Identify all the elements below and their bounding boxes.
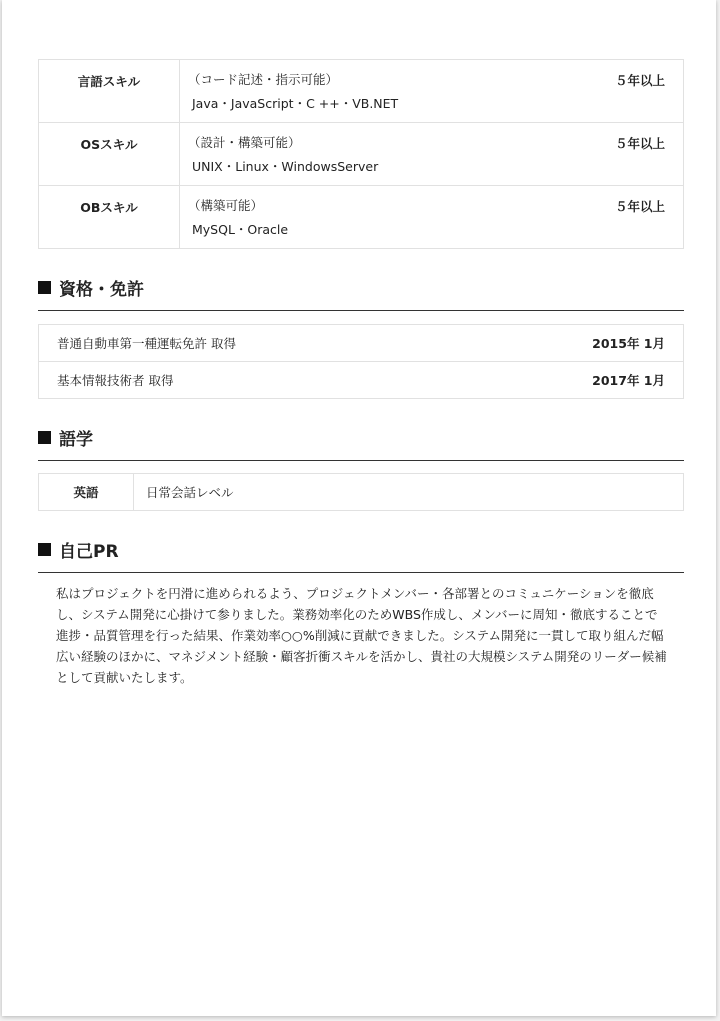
languages-heading — [38, 425, 684, 461]
skill-items: MySQL・Oracle — [192, 222, 289, 237]
skill-note: （構築可能） — [188, 198, 264, 213]
table-row — [39, 325, 684, 362]
square-bullet-icon — [38, 281, 51, 294]
table-row — [39, 60, 684, 123]
skill-label: OSスキル — [39, 123, 180, 186]
square-bullet-icon — [38, 543, 51, 556]
skill-label: 言語スキル — [39, 60, 180, 123]
skill-items: UNIX・Linux・WindowsServer — [192, 159, 379, 174]
square-bullet-icon — [38, 431, 51, 444]
qualification-date: 2015年 1月 — [517, 325, 684, 362]
qualifications-heading — [38, 275, 684, 311]
skill-note: （コード記述・指示可能） — [188, 72, 339, 87]
skill-items: Java・JavaScript・C ++・VB.NET — [192, 96, 399, 111]
table-row — [39, 123, 684, 186]
languages-table — [38, 473, 684, 511]
qualifications-heading-text: 資格・免許 — [59, 280, 144, 300]
qualification-name: 基本情報技術者 取得 — [39, 362, 518, 399]
skill-label: OBスキル — [39, 186, 180, 249]
skills-table — [38, 59, 684, 249]
language-name: 英語 — [39, 474, 134, 511]
self-pr-text: 私はプロジェクトを円滑に進められるよう、プロジェクトメンバー・各部署とのコミュニケーションを徹底し、システム開発に心掛けて参りました。業務効率化のためWBS作成し、メンバーに周知・徹底することで進捗・品質管理を行った結果、作業効率○○%削減に貢献できました。システム開発に一貫して取り組んだ幅広い経験のほかに、マネジメント経験・顧客折衝スキルを活かし、貴社の大規模システム開発のリーダー候補として貢献いたします。 — [56, 586, 667, 685]
qualifications-table — [38, 324, 684, 399]
table-row — [39, 362, 684, 399]
skill-years: ５年以上 — [614, 136, 665, 151]
resume-content — [38, 59, 684, 688]
skill-years: ５年以上 — [614, 73, 665, 88]
language-level: 日常会話レベル — [134, 474, 684, 511]
skill-detail — [180, 60, 684, 123]
skill-years: ５年以上 — [614, 199, 665, 214]
skill-detail — [180, 186, 684, 249]
self-pr-heading-text: 自己PR — [59, 542, 119, 562]
qualification-date: 2017年 1月 — [517, 362, 684, 399]
table-row — [39, 474, 684, 511]
languages-heading-text: 語学 — [59, 430, 93, 450]
skill-note: （設計・構築可能） — [188, 135, 301, 150]
table-row — [39, 186, 684, 249]
skill-detail — [180, 123, 684, 186]
self-pr-heading — [38, 537, 684, 573]
qualification-name: 普通自動車第一種運転免許 取得 — [39, 325, 518, 362]
resume-page — [2, 0, 716, 1016]
